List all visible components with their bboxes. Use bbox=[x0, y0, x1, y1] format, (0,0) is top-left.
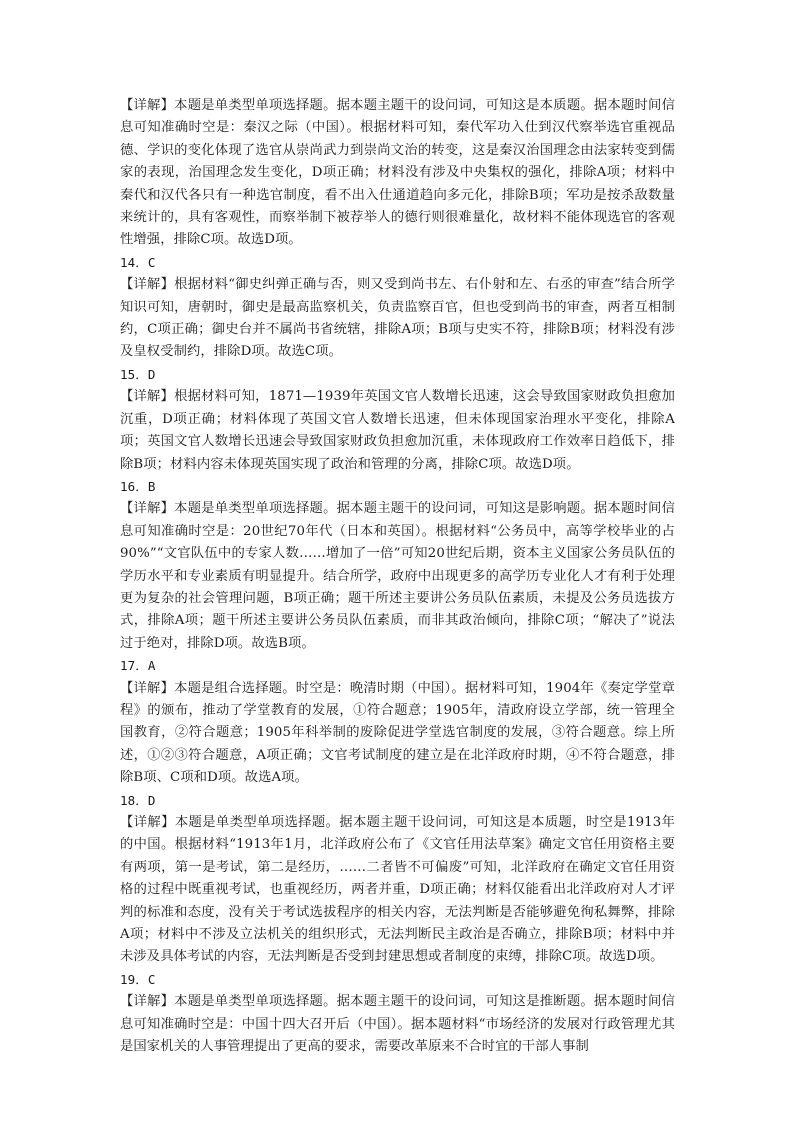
answer-key-15: 15．D bbox=[120, 366, 156, 382]
answer-key-14: 14．C bbox=[120, 254, 156, 270]
answer-key-18: 18．D bbox=[120, 792, 156, 808]
answer-explanation-16: 【详解】本题是单类型单项选择题。据本题主题干的设问词，可知这是影响题。据本题时间信息可知准确时空是：20世纪70年代（日本和英国）。根据材料“公务员中，高等学校毕业的占90%”“文官队伍中的专家人数……增加了一倍”可知20世纪后期，资本主义国家公务员队伍的学历水平和专业素质有明显提升。结合所学，政府中出现更多的高学历专业化人才有利于处理更为复杂的社会管理问题，B项正确；题干所述主要讲公务员队伍素质，未提及公务员选拔方式，排除A项；题干所述主要讲公务员队伍素质，而非其政治倾向，排除C项；“解决了”说法过于绝对，排除D项。故选B项。 bbox=[120, 501, 675, 651]
answer-explanation-14: 【详解】根据材料“御史纠弹正确与否，则又受到尚书左、右仆射和左、右丞的审查”结合所学知识可知，唐朝时，御史是最高监察机关，负责监察百官，但也受到尚书的审查，两者互相制约，C项正确；御史台并不属尚书省统辖，排除A项；B项与史实不符，排除B项；材料没有涉及皇权受制约，排除D项。故选C项。 bbox=[120, 277, 675, 360]
answer-explanation-17: 【详解】本题是组合选择题。时空是：晚清时期（中国）。据材料可知，1904年《奏定学堂章程》的颁布，推动了学堂教育的发展，①符合题意；1905年，清政府设立学部，统一管理全国教育，②符合题意；1905年科举制的废除促进学堂选官制度的发展，③符合题意。综上所述，①②③符合题意，A项正确；文官考试制度的建立是在北洋政府时期，④不符合题意，排除B项、C项和D项。故选A项。 bbox=[120, 680, 675, 786]
answer-explanation-19: 【详解】本题是单类型单项选择题。据本题主题干的设问词，可知这是推断题。据本题时间信息可知准确时空是：中国十四大召开后（中国）。据本题材料“市场经济的发展对行政管理尤其是国家机关的人事管理提出了更高的要求，需要改革原来不合时宜的干部人事制 bbox=[120, 994, 675, 1055]
answer-key-19: 19．C bbox=[120, 971, 156, 987]
answer-explanation-15: 【详解】根据材料可知，1871—1939年英国文官人数增长迅速，这会导致国家财政负担愈加沉重，D项正确；材料体现了英国文官人数增长迅速，但未体现国家治理水平变化，排除A项；英国文官人数增长迅速会导致国家财政负担愈加沉重，未体现政府工作效率日趋低下，排除B项；材料内容未体现英国实现了政治和管理的分离，排除C项。故选D项。 bbox=[120, 389, 675, 472]
answer-key-17: 17．A bbox=[120, 658, 156, 674]
answer-explanation-13: 【详解】本题是单类型单项选择题。据本题主题干的设问词，可知这是本质题。据本题时间信息可知准确时空是：秦汉之际（中国）。根据材料可知，秦代军功入仕到汉代察举选官重视品德、学识的变化体现了选官从崇尚武力到崇尚文治的转变，这是秦汉治国理念由法家转变到儒家的表现，治国理念发生变化，D项正确；材料没有涉及中央集权的强化，排除A项；材料中秦代和汉代各只有一种选官制度，看不出入仕通道趋向多元化，排除B项；军功是按杀敌数量来统计的，具有客观性，而察举制下被荐举人的德行则很难量化，故材料不能体现选官的客观性增强，排除C项。故选D项。 bbox=[120, 98, 675, 248]
document-page bbox=[120, 95, 675, 1058]
answer-explanation-18: 【详解】本题是单类型单项选择题。据本题主题干设问词，可知这是本质题，时空是1913年的中国。根据材料“1913年1月，北洋政府公布了《文官任用法草案》确定文官任用资格主要有两项，第一是考试，第二是经历，……二者皆不可偏废”可知，北洋政府在确定文官任用资格的过程中既重视考试，也重视经历，两者并重，D项正确；材料仅能看出北洋政府对人才评判的标准和态度，没有关于考试选拔程序的相关内容，无法判断是否能够避免徇私舞弊，排除A项；材料中不涉及立法机关的组织形式，无法判断民主政治是否确立，排除B项；材料中并未涉及具体考试的内容，无法判断是否受到封建思想或者制度的束缚，排除C项。故选D项。 bbox=[120, 815, 675, 965]
answer-key-16: 16．B bbox=[120, 478, 156, 494]
